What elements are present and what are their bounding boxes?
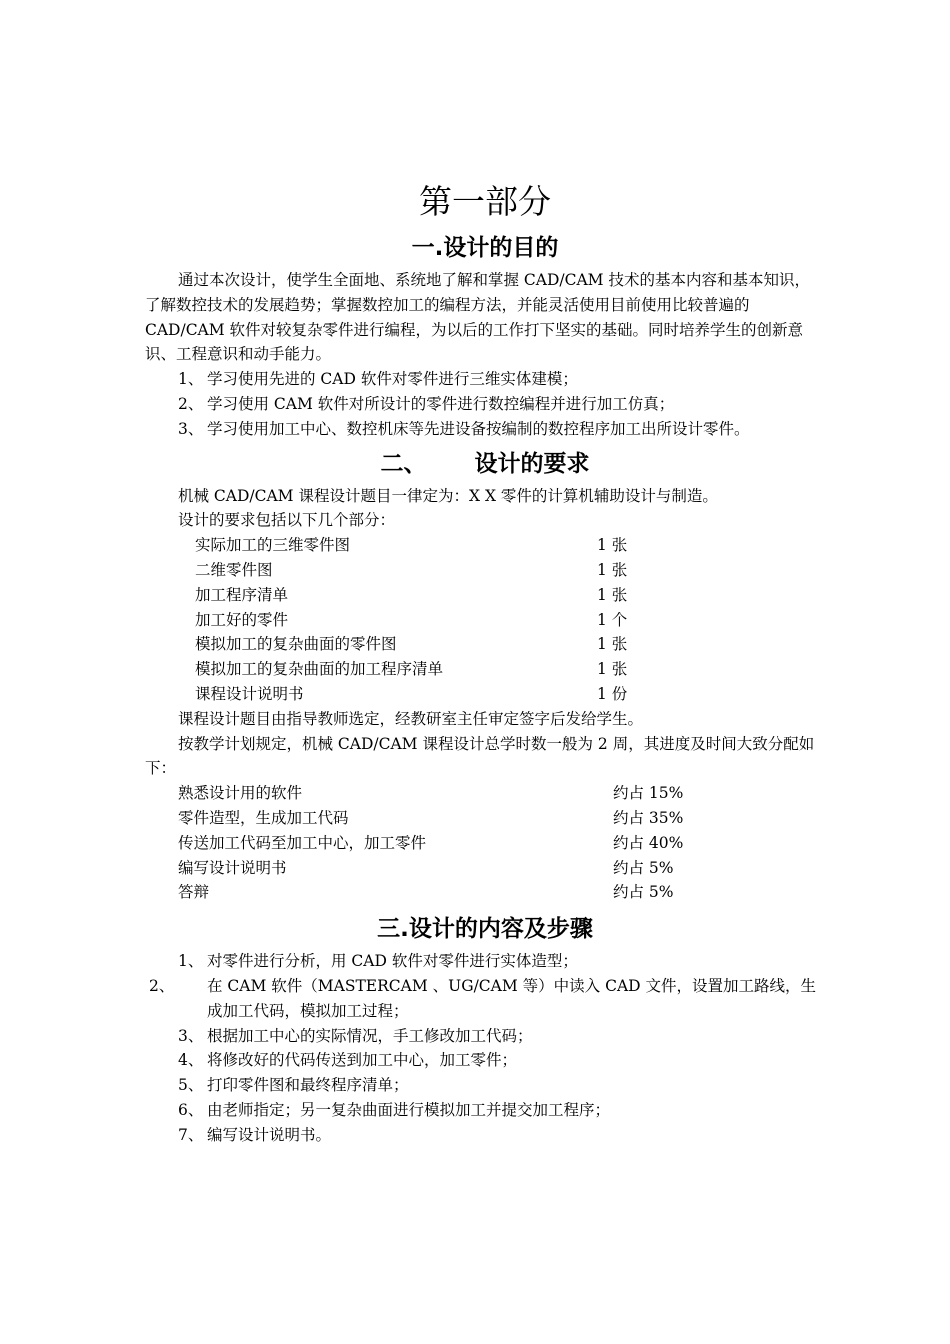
list-item-text: 学习使用 CAM 软件对所设计的零件进行数控编程并进行加工仿真；: [207, 394, 675, 413]
requirement-qty: 1 张: [597, 660, 628, 679]
document-page: [145, 178, 825, 1148]
requirement-row: [145, 583, 825, 608]
section2-heading: [145, 446, 825, 482]
step-item: [145, 1024, 825, 1049]
schedule-share: 约占 15%: [613, 784, 684, 803]
requirement-row: [145, 558, 825, 583]
requirement-qty: 1 张: [597, 560, 628, 579]
schedule-share: 约占 35%: [613, 808, 684, 827]
requirement-name: 实际加工的三维零件图: [195, 536, 351, 555]
step-text: 由老师指定；另一复杂曲面进行模拟加工并提交加工程序；: [207, 1100, 611, 1119]
section1-paragraph: 通过本次设计，使学生全面地、系统地了解和掌握 CAD/CAM 技术的基本内容和基本知识，了解数控技术的发展趋势；掌握数控加工的编程方法，并能灵活使用目前使用比较普遍的 CAD/CAM 软件对较复杂零件进行编程，为以后的工作打下坚实的基础。同时培养学生的创新意识、工程意识和动手能力。: [145, 271, 810, 364]
requirement-row: [145, 533, 825, 558]
step-num: 4、: [178, 1051, 204, 1070]
list-item-text: 学习使用先进的 CAD 软件对零件进行三维实体建模；: [207, 370, 578, 389]
list-item: [145, 417, 825, 442]
step-item: [145, 1123, 825, 1148]
section2-intro: 机械 CAD/CAM 课程设计题目一律定为：X X 零件的计算机辅助设计与制造。: [178, 486, 718, 505]
requirement-row: [145, 608, 825, 633]
requirement-row: [145, 682, 825, 707]
schedule-task: 编写设计说明书: [178, 858, 287, 877]
step-num: 2、: [149, 976, 175, 995]
step-item: [145, 1098, 825, 1123]
step-item: [145, 974, 825, 1024]
requirement-qty: 1 张: [597, 536, 628, 555]
section2-heading-text: 设计的要求: [474, 450, 590, 477]
section3-heading: 三.设计的内容及步骤: [377, 916, 593, 943]
schedule-share: 约占 5%: [613, 883, 674, 902]
requirement-name: 加工程序清单: [195, 585, 289, 604]
requirement-qty: 1 张: [597, 585, 628, 604]
step-num: 3、: [178, 1026, 204, 1045]
schedule-row: [145, 831, 825, 856]
step-num: 1、: [178, 952, 204, 971]
step-num: 6、: [178, 1100, 204, 1119]
schedule-task: 熟悉设计用的软件: [178, 784, 303, 803]
requirement-qty: 1 份: [597, 684, 628, 703]
schedule-row: [145, 781, 825, 806]
list-item: [145, 367, 825, 392]
schedule-task: 答辩: [178, 883, 210, 902]
section2-heading-num: 二、: [380, 450, 427, 477]
list-item: [145, 392, 825, 417]
step-item: [145, 949, 825, 974]
step-text: 打印零件图和最终程序清单；: [207, 1076, 409, 1095]
step-text: 根据加工中心的实际情况，手工修改加工代码；: [207, 1026, 533, 1045]
page-title: 第一部分: [419, 182, 551, 221]
list-item-num: 2、: [178, 394, 204, 413]
schedule-share: 约占 5%: [613, 858, 674, 877]
schedule-task: 传送加工代码至加工中心，加工零件: [178, 833, 427, 852]
list-item-num: 3、: [178, 419, 204, 438]
requirement-name: 二维零件图: [195, 560, 273, 579]
section2-intro-2: 设计的要求包括以下几个部分：: [178, 511, 396, 530]
schedule-row: [145, 806, 825, 831]
requirement-qty: 1 个: [597, 610, 628, 629]
list-item-num: 1、: [178, 370, 204, 389]
step-text: 编写设计说明书。: [207, 1125, 332, 1144]
requirement-row: [145, 657, 825, 682]
requirement-name: 模拟加工的复杂曲面的零件图: [195, 635, 397, 654]
schedule-share: 约占 40%: [613, 833, 684, 852]
step-num: 7、: [178, 1125, 204, 1144]
requirement-row: [145, 632, 825, 657]
list-item-text: 学习使用加工中心、数控机床等先进设备按编制的数控程序加工出所设计零件。: [207, 419, 750, 438]
requirement-name: 课程设计说明书: [195, 684, 304, 703]
section1-heading: 一.设计的目的: [411, 235, 559, 261]
section2-note: 课程设计题目由指导教师选定，经教研室主任审定签字后发给学生。: [178, 709, 644, 728]
schedule-row: [145, 880, 825, 905]
schedule-row: [145, 856, 825, 881]
step-item: [145, 1048, 825, 1073]
requirement-name: 加工好的零件: [195, 610, 289, 629]
step-text: 将修改好的代码传送到加工中心，加工零件；: [207, 1051, 518, 1070]
step-text: 对零件进行分析，用 CAD 软件对零件进行实体造型；: [207, 952, 578, 971]
step-text: 在 CAM 软件（MASTERCAM 、UG/CAM 等）中读入 CAD 文件，设置加工路线，生成加工代码，模拟加工过程；: [207, 976, 816, 1020]
step-num: 5、: [178, 1076, 204, 1095]
requirement-qty: 1 张: [597, 635, 628, 654]
requirement-name: 模拟加工的复杂曲面的加工程序清单: [195, 660, 444, 679]
section2-note-2: 按教学计划规定，机械 CAD/CAM 课程设计总学时数一般为 2 周，其进度及时间大致分配如下：: [145, 734, 815, 778]
schedule-task: 零件造型，生成加工代码: [178, 808, 349, 827]
step-item: [145, 1073, 825, 1098]
